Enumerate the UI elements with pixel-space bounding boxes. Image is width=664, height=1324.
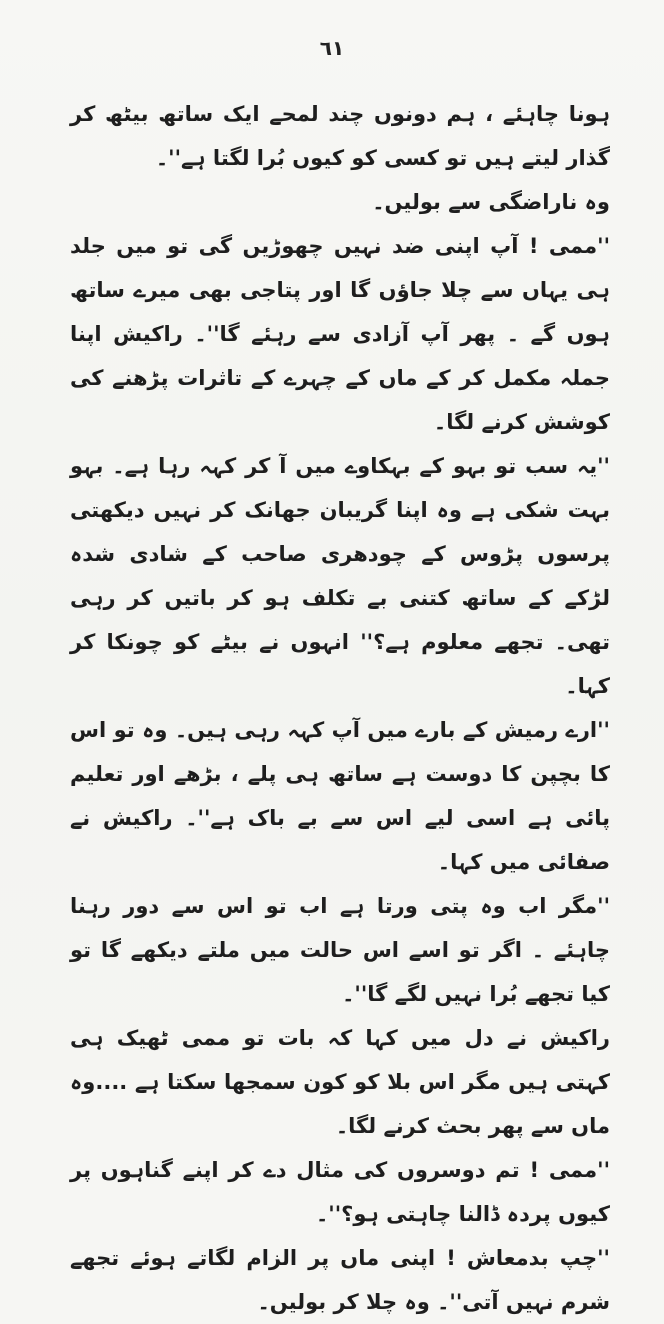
- paragraph-4: ''یہ سب تو بہو کے بہکاوے میں آ کر کہہ رہا ہے۔ بہو بہت شکی ہے وہ اپنا گریبان جھانک کر نہیں دیکھتی پرسوں پڑوس کے چودھری صاحب کے شادی شدہ لڑکے کے ساتھ کتنی بے تکلف ہو کر باتیں کر رہی تھی۔ تجھے معلوم ہے؟'' انہوں نے بیٹے کو چونکا کر کہا۔: [70, 454, 610, 698]
- page-number: ٦١: [319, 36, 345, 60]
- paragraph-1: ہونا چاہئے ، ہم دونوں چند لمحے ایک ساتھ بیٹھ کر گذار لیتے ہیں تو کسی کو کیوں بُرا لگتا ہے''۔: [70, 102, 610, 170]
- paragraph-9: ''چپ بدمعاش ! اپنی ماں پر الزام لگاتے ہوئے تجھے شرم نہیں آتی''۔ وہ چلا کر بولیں۔: [70, 1246, 610, 1314]
- paragraph-7: راکیش نے دل میں کہا کہ بات تو ممی ٹھیک ہی کہتی ہیں مگر اس بلا کو کون سمجھا سکتا ہے ....وہ ماں سے پھر بحث کرنے لگا۔: [70, 1026, 610, 1138]
- paragraph-6: ''مگر اب وہ پتی ورتا ہے اب تو اس سے دور رہنا چاہئے ۔ اگر تو اسے اس حالت میں ملتے دیکھے گا تو کیا تجھے بُرا نہیں لگے گا''۔: [70, 894, 610, 1006]
- page-body: [70, 92, 610, 1324]
- paragraph-5: ''ارے رمیش کے بارے میں آپ کہہ رہی ہیں۔ وہ تو اس کا بچپن کا دوست ہے ساتھ ہی پلے ، بڑھے اور تعلیم پائی ہے اسی لیے اس سے بے باک ہے''۔ راکیش نے صفائی میں کہا۔: [70, 718, 610, 874]
- paragraph-8: ''ممی ! تم دوسروں کی مثال دے کر اپنے گناہوں پر کیوں پردہ ڈالنا چاہتی ہو؟''۔: [70, 1158, 610, 1226]
- paragraph-2: وہ ناراضگی سے بولیں۔: [372, 190, 610, 214]
- paragraph-3: ''ممی ! آپ اپنی ضد نہیں چھوڑیں گی تو میں جلد ہی یہاں سے چلا جاؤں گا اور پتاجی بھی میرے ساتھ ہوں گے ۔ پھر آپ آزادی سے رہئے گا''۔ راکیش اپنا جملہ مکمل کر کے ماں کے چہرے کے تاثرات پڑھنے کی کوشش کرنے لگا۔: [70, 234, 610, 434]
